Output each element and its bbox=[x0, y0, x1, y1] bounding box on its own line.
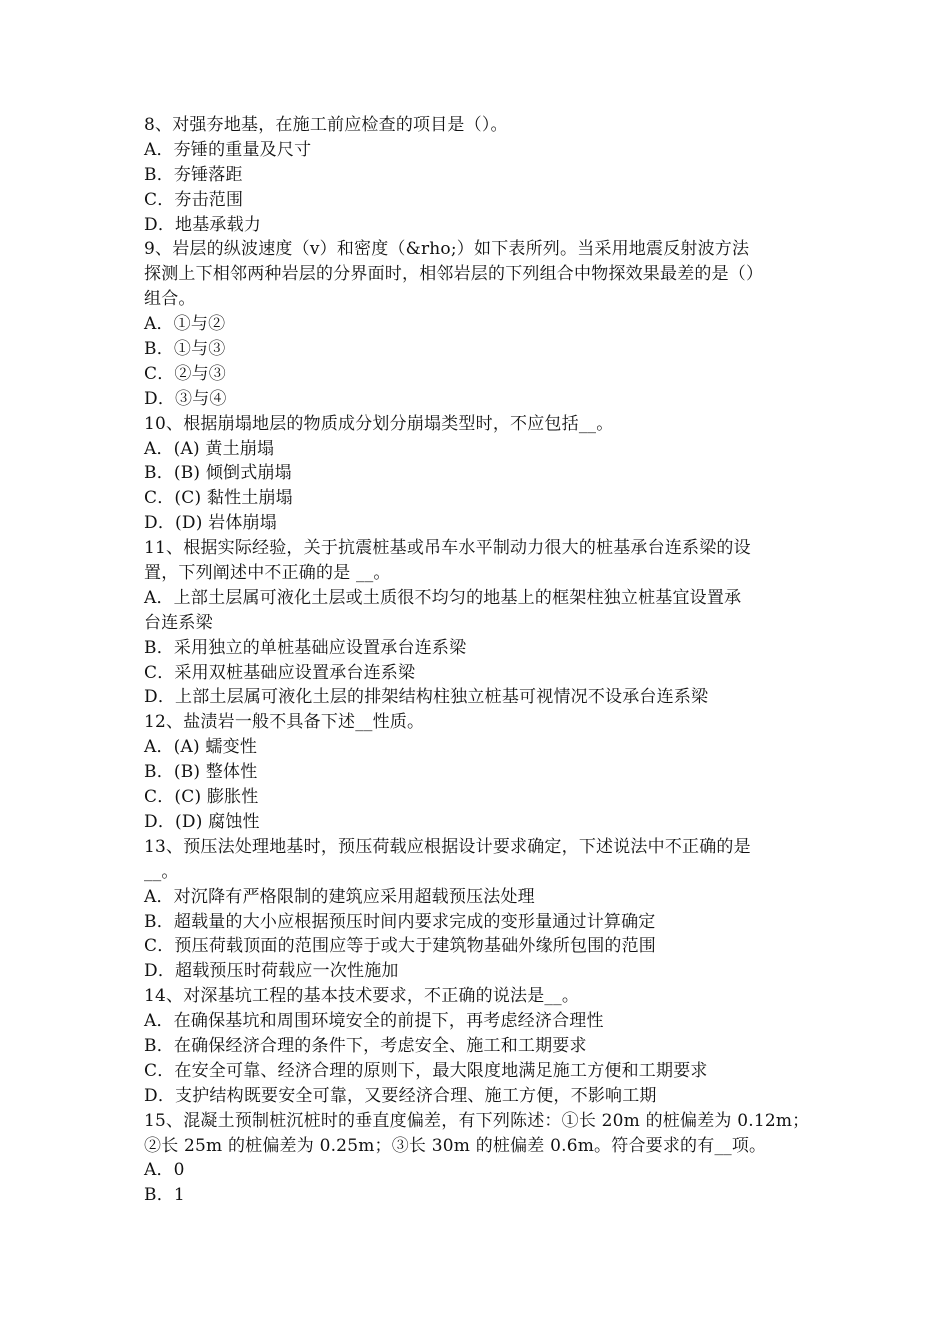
question-12-option-b: B．(B) 整体性 bbox=[144, 762, 258, 783]
question-11-option-c: C．采用双桩基础应设置承台连系梁 bbox=[144, 662, 416, 683]
question-8-stem: 8、对强夯地基，在施工前应检查的项目是（）。 bbox=[144, 115, 508, 135]
question-11-option-b: B．采用独立的单桩基础应设置承台连系梁 bbox=[144, 637, 467, 658]
question-10-option-d: D．(D) 岩体崩塌 bbox=[144, 513, 277, 534]
question-14-stem: 14、对深基坑工程的基本技术要求，不正确的说法是__。 bbox=[144, 986, 580, 1007]
question-12-option-c: C．(C) 膨胀性 bbox=[144, 787, 259, 808]
question-9-stem-line-1: 9、岩层的纵波速度（v）和密度（&rho;）如下表所列。当采用地震反射波方法 bbox=[144, 239, 750, 260]
question-14-option-a: A．在确保基坑和周围环境安全的前提下，再考虑经济合理性 bbox=[144, 1011, 604, 1032]
question-14-option-c: C．在安全可靠、经济合理的原则下，最大限度地满足施工方便和工期要求 bbox=[144, 1060, 708, 1081]
question-9-stem-line-2: 探测上下相邻两种岩层的分界面时，相邻岩层的下列组合中物探效果最差的是（） bbox=[144, 264, 764, 285]
question-10-option-b: B．(B) 倾倒式崩塌 bbox=[144, 463, 292, 484]
question-9-stem-line-3: 组合。 bbox=[144, 289, 196, 310]
question-8-option-c: C．夯击范围 bbox=[144, 189, 244, 210]
question-9-option-a: A．①与② bbox=[144, 314, 226, 335]
question-14-option-d: D．支护结构既要安全可靠，又要经济合理、施工方便，不影响工期 bbox=[144, 1085, 657, 1106]
question-8-option-d: D．地基承载力 bbox=[144, 214, 262, 235]
question-9-option-c: C．②与③ bbox=[144, 363, 227, 384]
question-15-stem-line-1: 15、混凝土预制桩沉桩时的垂直度偏差，有下列陈述：①长 20m 的桩偏差为 0.12m； bbox=[144, 1110, 810, 1131]
question-10-stem: 10、根据崩塌地层的物质成分划分崩塌类型时，不应包括__。 bbox=[144, 413, 614, 434]
question-11-option-d: D．上部土层属可液化土层的排架结构柱独立桩基可视情况不设承台连系梁 bbox=[144, 687, 709, 708]
question-13-option-d: D．超载预压时荷载应一次性施加 bbox=[144, 961, 399, 982]
question-13-stem-line-1: 13、预压法处理地基时，预压荷载应根据设计要求确定，下述说法中不正确的是 bbox=[144, 836, 751, 857]
question-10-option-c: C．(C) 黏性土崩塌 bbox=[144, 488, 293, 509]
question-13-option-a: A．对沉降有严格限制的建筑应采用超载预压法处理 bbox=[144, 886, 535, 907]
question-13-option-b: B．超载量的大小应根据预压时间内要求完成的变形量通过计算确定 bbox=[144, 911, 656, 932]
question-15-option-b: B．1 bbox=[144, 1185, 185, 1206]
question-13-option-c: C．预压荷载顶面的范围应等于或大于建筑物基础外缘所包围的范围 bbox=[144, 936, 657, 957]
question-9-option-d: D．③与④ bbox=[144, 388, 227, 409]
question-12-option-d: D．(D) 腐蚀性 bbox=[144, 811, 260, 832]
question-10-option-a: A．(A) 黄土崩塌 bbox=[144, 438, 275, 459]
question-14-option-b: B．在确保经济合理的条件下，考虑安全、施工和工期要求 bbox=[144, 1035, 587, 1056]
question-11-option-a-line-2: 台连系梁 bbox=[144, 612, 213, 633]
question-8-option-b: B．夯锤落距 bbox=[144, 164, 243, 185]
question-12-stem: 12、盐渍岩一般不具备下述__性质。 bbox=[144, 712, 425, 733]
question-12-option-a: A．(A) 蠕变性 bbox=[144, 737, 258, 758]
question-13-stem-line-2: __。 bbox=[144, 861, 179, 882]
question-15-option-a: A．0 bbox=[144, 1160, 185, 1181]
question-11-stem-line-1: 11、根据实际经验，关于抗震桩基或吊车水平制动力很大的桩基承台连系梁的设 bbox=[144, 538, 751, 559]
question-9-option-b: B．①与③ bbox=[144, 339, 226, 360]
question-15-stem-line-2: ②长 25m 的桩偏差为 0.25m；③长 30m 的桩偏差 0.6m。符合要求的有__项。 bbox=[144, 1135, 767, 1156]
question-11-stem-line-2: 置，下列阐述中不正确的是 __。 bbox=[144, 563, 391, 584]
question-11-option-a-line-1: A．上部土层属可液化土层或土质很不均匀的地基上的框架柱独立桩基宜设置承 bbox=[144, 587, 742, 608]
question-8-option-a: A．夯锤的重量及尺寸 bbox=[144, 139, 312, 160]
document-body bbox=[144, 113, 824, 1208]
